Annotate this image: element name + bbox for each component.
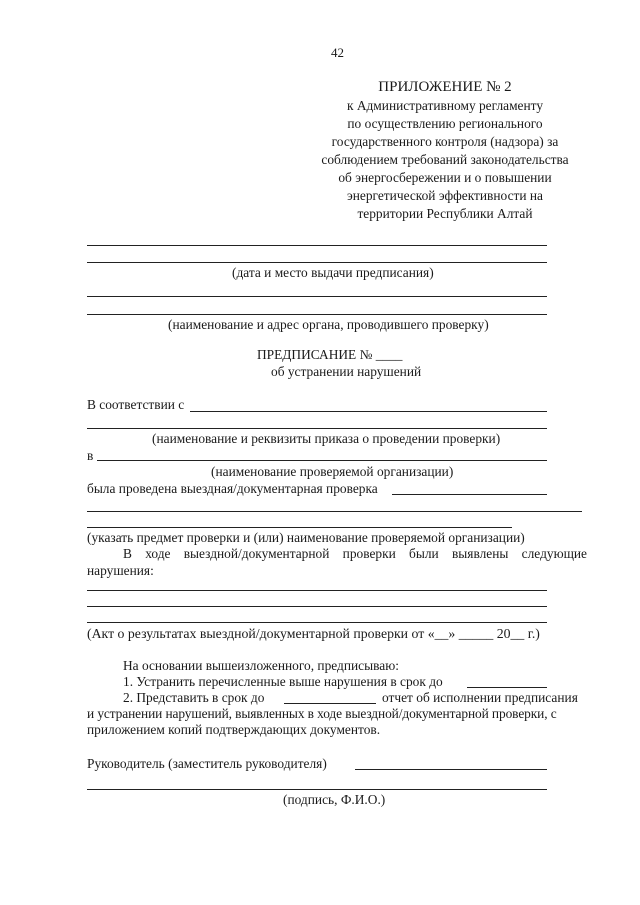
item-2-line3: приложением копий подтверждающих документов.: [87, 722, 381, 737]
blank-line: [87, 590, 547, 591]
blank-line: [392, 494, 547, 495]
blank-line: [87, 296, 547, 297]
word: выявлены: [451, 546, 509, 561]
check-done-label: была проведена выездная/документарная проверка: [87, 481, 378, 496]
blank-line: [87, 527, 512, 528]
appendix-line: по осуществлению регионального: [347, 116, 543, 131]
appendix-line: территории Республики Алтай: [357, 206, 533, 221]
blank-line: [87, 622, 547, 623]
blank-line: [87, 245, 547, 246]
blank-line: [190, 411, 547, 412]
page-number: 42: [331, 45, 344, 60]
item-2a: 2. Представить в срок до: [123, 690, 265, 705]
item-2-line2: и устранении нарушений, выявленных в ходе выездной/документарной проверки, с: [87, 706, 557, 721]
blank-line: [87, 314, 547, 315]
prescription-title: ПРЕДПИСАНИЕ № ____: [257, 347, 403, 362]
blank-line: [87, 262, 547, 263]
appendix-block: [300, 78, 590, 223]
caption-date-place: (дата и место выдачи предписания): [232, 265, 434, 280]
word: проверки: [342, 546, 396, 561]
appendix-line: соблюдением требований законодательства: [321, 152, 569, 167]
caption-organ: (наименование и адрес органа, проводившего проверку): [168, 317, 489, 332]
signature-line: [355, 769, 547, 770]
item-1: 1. Устранить перечисленные выше нарушения в срок до: [123, 674, 443, 689]
caption-order: (наименование и реквизиты приказа о проведении проверки): [152, 431, 501, 446]
act-line: (Акт о результатах выездной/документарной проверки от «__» _____ 20__ г.): [87, 626, 540, 641]
caption-subject: (указать предмет проверки и (или) наименование проверяемой организации): [87, 530, 525, 545]
word: были: [409, 546, 439, 561]
violations-paragraph: [87, 547, 587, 560]
word: ходе: [145, 546, 171, 561]
violations-end: нарушения:: [87, 563, 154, 578]
head-label: Руководитель (заместитель руководителя): [87, 756, 327, 771]
blank-line: [87, 606, 547, 607]
in-label: в: [87, 448, 94, 463]
caption-organization: (наименование проверяемой организации): [211, 464, 454, 479]
blank-line: [87, 511, 582, 512]
blank-line: [284, 703, 376, 704]
item-2b: отчет об исполнении предписания: [382, 690, 578, 705]
word: выездной/документарной: [183, 546, 330, 561]
blank-line: [97, 460, 547, 461]
appendix-line: энергетической эффективности на: [347, 188, 543, 203]
word: В: [123, 546, 132, 561]
appendix-line: об энергосбережении и о повышении: [338, 170, 552, 185]
prescription-subtitle: об устранении нарушений: [271, 364, 422, 379]
caption-signature: (подпись, Ф.И.О.): [283, 792, 386, 807]
word: следующие: [521, 546, 587, 561]
blank-line: [87, 428, 547, 429]
accordance-label: В соответствии с: [87, 397, 185, 412]
appendix-line: государственного контроля (надзора) за: [331, 134, 559, 149]
blank-line: [87, 789, 547, 790]
blank-line: [467, 687, 547, 688]
appendix-title: ПРИЛОЖЕНИЕ № 2: [378, 79, 512, 95]
basis-text: На основании вышеизложенного, предписываю:: [123, 658, 399, 673]
appendix-line: к Административному регламенту: [346, 98, 544, 113]
